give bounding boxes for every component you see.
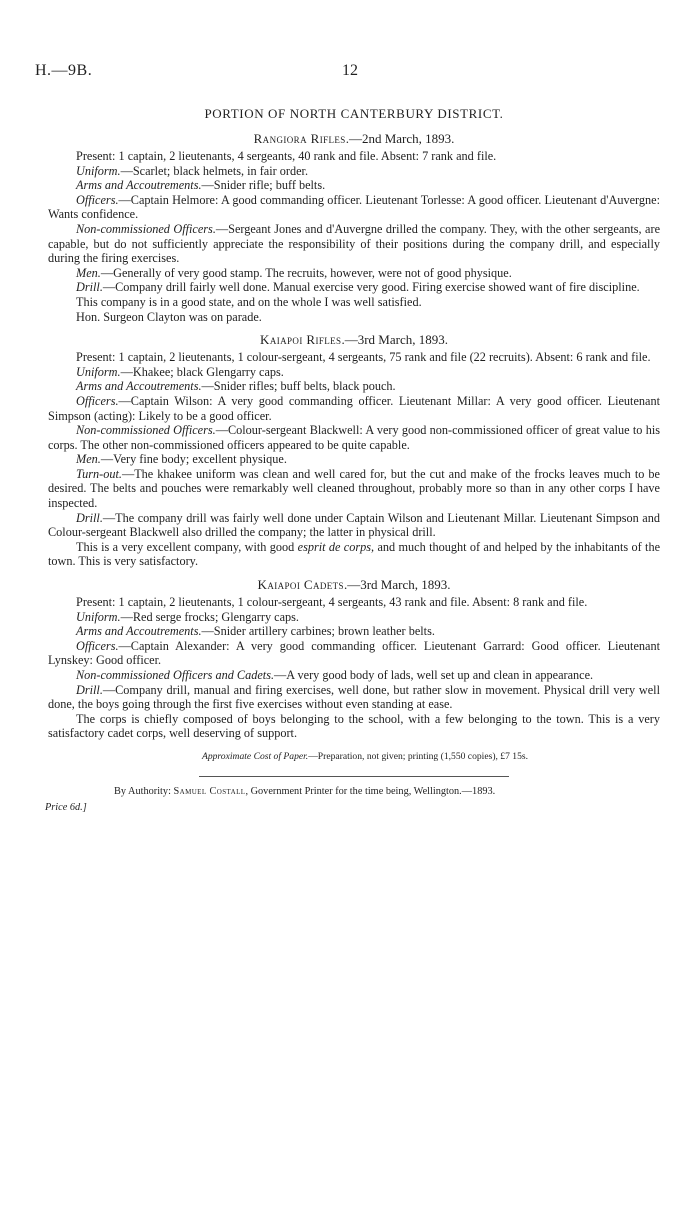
paragraph-text: This company is in a good state, and on the whole I was well satisfied.: [76, 294, 422, 309]
report-paragraph: [48, 683, 660, 712]
cost-note-label: Approximate Cost of Paper.: [201, 750, 309, 762]
paragraph-text: —The khakee uniform was clean and well cared for, but the cut and make of the frocks leaves much to be desired. The belts and pouches were remarkably well cleaned throughout, probably more so than in any other corps I have inspected.: [48, 466, 660, 511]
report-paragraph: [48, 394, 660, 423]
report-paragraph: [48, 149, 660, 164]
page-header: [0, 62, 700, 82]
report-paragraph: [48, 511, 660, 540]
cost-note: [48, 751, 660, 762]
page-number: 12: [342, 62, 358, 79]
italic-phrase: esprit de corps,: [297, 539, 375, 554]
page-body: [45, 106, 661, 816]
report-paragraph: [48, 423, 660, 452]
paragraph-text: Present: 1 captain, 2 lieutenants, 1 colour-sergeant, 4 sergeants, 43 rank and file. Absent: 8 rank and file.: [76, 595, 588, 610]
paragraph-label: Men.: [76, 452, 101, 467]
paragraph-text: —Captain Helmore: A good commanding officer. Lieutenant Torlesse: A good officer. Lieutenant d'Auvergne: Wants confidence.: [48, 192, 660, 222]
report-section: [48, 577, 660, 741]
report-paragraph: [48, 610, 660, 625]
paragraph-label: Men.: [76, 265, 101, 280]
printer-authority: [114, 786, 495, 797]
paragraph-text: —Captain Alexander: A very good commanding officer. Lieutenant Garrard: Good officer. Lieutenant Lynskey: Good officer.: [48, 638, 660, 668]
paragraph-text: Present: 1 captain, 2 lieutenants, 4 sergeants, 40 rank and file. Absent: 7 rank and file.: [76, 149, 497, 163]
paragraph-text-after: and much thought of and helped by the inhabitants of the town. This is very satisfactory.: [48, 539, 661, 569]
district-title: PORTION OF NORTH CANTERBURY DISTRICT.: [204, 106, 504, 121]
paragraph-label: Officers.: [76, 638, 119, 653]
report-paragraph: [48, 712, 660, 741]
paragraph-text: —Generally of very good stamp. The recruits, however, were not of good physique.: [100, 265, 512, 280]
paragraph-label: Non-commissioned Officers.: [76, 221, 216, 236]
paragraph-label: Arms and Accoutrements.: [76, 624, 202, 639]
report-section: [48, 131, 660, 324]
paragraph-label: Drill.: [76, 510, 103, 525]
footer-divider: [199, 776, 509, 777]
paragraph-label: Uniform.: [76, 163, 121, 178]
corps-name: Rangiora Rifles: [253, 131, 346, 146]
report-paragraph: [48, 379, 660, 394]
report-paragraph: [48, 365, 660, 380]
document-reference: H.—9B.: [35, 62, 93, 79]
report-paragraph: [48, 595, 660, 610]
report-paragraph: [48, 350, 660, 365]
authority-prefix: By Authority:: [114, 785, 174, 797]
paragraph-text: The corps is chiefly composed of boys belonging to the school, with a few belonging to the town. This is a very satisfactory cadet corps, well deserving of support.: [48, 711, 660, 741]
paragraph-label: Arms and Accoutrements.: [76, 379, 202, 394]
paragraph-label: Uniform.: [76, 364, 121, 379]
paragraph-text: —Company drill fairly well done. Manual exercise very good. Firing exercise showed want of fire discipline.: [102, 280, 640, 295]
paragraph-text: —Captain Wilson: A very good commanding officer. Lieutenant Millar: A very good officer. Lieutenant Simpson (acting): Likely to be a good officer.: [48, 393, 660, 423]
report-paragraph: [48, 178, 660, 193]
price-note: Price 6d.]: [45, 801, 87, 813]
paragraph-label: Non-commissioned Officers and Cadets.: [76, 668, 275, 682]
printer-name: Samuel Costall: [173, 785, 246, 797]
section-title: [48, 577, 660, 593]
paragraph-text: —Colour-sergeant Blackwell: A very good non-commissioned officer of great value to his corps. The other non-commissioned officers appeared to be quite capable.: [48, 423, 660, 452]
cost-note-text: —Preparation, not given; printing (1,550 copies), £7 15s.: [308, 750, 529, 762]
paragraph-text: —Snider rifle; buff belts.: [201, 178, 326, 193]
authority-suffix: , Government Printer for the time being, Wellington.—1893.: [245, 785, 496, 797]
inspection-date: .—3rd March, 1893.: [341, 332, 448, 348]
paragraph-label: Turn-out.: [76, 466, 122, 481]
paragraph-text: This is a very excellent company, with good: [76, 539, 295, 554]
paragraph-text: —Red serge frocks; Glengarry caps.: [120, 609, 299, 624]
inspection-date: .—2nd March, 1893.: [345, 131, 455, 146]
paragraph-text: —Snider rifles; buff belts, black pouch.: [201, 379, 396, 394]
paragraph-text: —Very fine body; excellent physique.: [100, 452, 287, 467]
report-paragraph: [48, 624, 660, 639]
report-paragraph: [48, 164, 660, 179]
section-title: [48, 131, 660, 147]
report-paragraph: [48, 280, 660, 295]
report-paragraph: [48, 193, 660, 222]
paragraph-text: —A very good body of lads, well set up and clean in appearance.: [274, 668, 594, 682]
report-paragraph: [48, 266, 660, 281]
report-paragraph: [48, 310, 660, 325]
paragraph-text: Hon. Surgeon Clayton was on parade.: [76, 309, 262, 324]
paragraph-text: —Snider artillery carbines; brown leather belts.: [201, 624, 435, 639]
inspection-date: .—3rd March, 1893.: [343, 577, 451, 593]
paragraph-text: —Scarlet; black helmets, in fair order.: [120, 163, 309, 178]
paragraph-text: —Sergeant Jones and d'Auvergne drilled the company. They, with the other sergeants, are capable, but do not sufficiently appreciate the responsibility of their positions during the company drill, and especially during the firing exercises.: [48, 221, 661, 266]
paragraph-text: —Khakee; black Glengarry caps.: [120, 364, 284, 379]
report-paragraph: [48, 668, 660, 683]
report-sections: [48, 131, 660, 741]
corps-name: Kaiapoi Cadets: [257, 577, 344, 593]
paragraph-label: Non-commissioned Officers.: [76, 423, 216, 438]
report-paragraph: [48, 452, 660, 467]
paragraph-label: Arms and Accoutrements.: [76, 178, 202, 193]
report-paragraph: [48, 540, 660, 569]
report-section: [48, 332, 660, 569]
paragraph-label: Officers.: [76, 192, 119, 207]
paragraph-label: Drill.: [76, 682, 103, 697]
paragraph-label: Drill.: [76, 280, 103, 295]
paragraph-label: Uniform.: [76, 609, 121, 624]
report-paragraph: [48, 295, 660, 310]
page-footer: [45, 785, 660, 816]
paragraph-label: Officers.: [76, 393, 119, 408]
corps-name: Kaiapoi Rifles: [260, 332, 342, 348]
paragraph-text: —The company drill was fairly well done under Captain Wilson and Lieutenant Millar. Lieutenant Simpson and Colour-sergeant Blackwell also drilled the company; the latter in physical drill.: [48, 510, 660, 540]
section-title: [48, 332, 660, 348]
paragraph-text: —Company drill, manual and firing exercises, well done, but rather slow in movement. Physical drill very well done, the boys going through the first five exercises without even standing at ease.: [48, 682, 660, 712]
report-paragraph: [48, 222, 660, 266]
paragraph-text: Present: 1 captain, 2 lieutenants, 1 colour-sergeant, 4 sergeants, 75 rank and file (22 recruits). Absent: 6 rank and file.: [76, 350, 651, 365]
report-paragraph: [48, 639, 660, 668]
report-paragraph: [48, 467, 660, 511]
